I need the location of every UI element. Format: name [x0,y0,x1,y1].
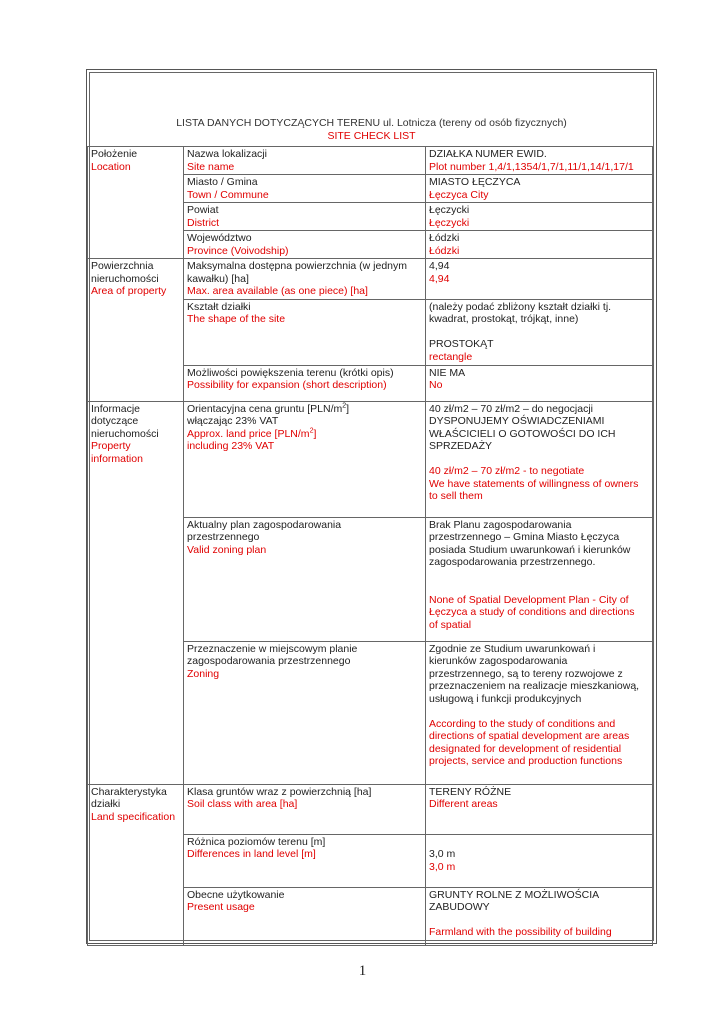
value-land-price: 40 zł/m2 – 70 zł/m2 – do negocjacji DYSPONUJEMY OŚWIADCZENIAMI WŁAŚCICIELI O GOTOWOŚCI DO ICH SPRZEDAŻY 40 zł/m2 – 70 zł/m2 - to negotiate We have statements of willingness of owners to sell them [426,401,653,517]
value-present-usage: GRUNTY ROLNE Z MOŻLIWOŚCIA ZABUDOWY Farmland with the possibility of building [426,887,653,945]
field-present-usage: Obecne użytkowanie Present usage [184,887,426,945]
field-zoning-plan: Aktualny plan zagospodarowania przestrzennego Valid zoning plan [184,517,426,641]
field-max-area: Maksymalna dostępna powierzchnia (w jednym kawałku) [ha] Max. area available (as one piece) [ha] [184,259,426,300]
value-town: MIASTO ŁĘCZYCA Łęczyca City [426,175,653,203]
table-row [88,784,653,834]
field-land-price: Orientacyjna cena gruntu $[PLN/m^2]$ włączając 23% VAT Approx. land price $[PLN/m^2]$ including 23% VAT [184,401,426,517]
field-level-difference: Różnica poziomów terenu [m] Differences in land level [m] [184,834,426,887]
value-site-name: DZIAŁKA NUMER EWID. Plot number 1,4/1,1354/1,7/1,11/1,14/1,17/1 [426,147,653,175]
field-zoning: Przeznaczenie w miejscowym planie zagospodarowania przestrzennego Zoning [184,641,426,784]
section-label-property-info: Informacje dotyczące nieruchomości Property information [88,401,184,784]
table-row [88,147,653,175]
page-number: 1 [358,963,367,979]
field-soil-class: Klasa gruntów wraz z powierzchnią [ha] Soil class with area [ha] [184,784,426,834]
value-soil-class: TERENY RÓŻNE Different areas [426,784,653,834]
field-shape: Kształt działki The shape of the site [184,299,426,365]
section-label-land-spec: Charakterystyka działki Land specification [88,784,184,945]
field-district: Powiat District [184,203,426,231]
document-title: LISTA DANYCH DOTYCZĄCYCH TERENU ul. Lotnicza (tereny od osób fizycznych) [176,117,567,129]
table-row [88,401,653,517]
section-label-location: Położenie Location [88,147,184,259]
value-expansion: NIE MA No [426,365,653,401]
value-district: Łęczycki Łęczycki [426,203,653,231]
field-expansion: Możliwości powiększenia terenu (krótki opis) Possibility for expansion (short description) [184,365,426,401]
value-province: Łódzki Łódzki [426,231,653,259]
site-check-table [87,146,653,946]
value-shape: (należy podać zbliżony kształt działki tj. kwadrat, prostokąt, trójkąt, inne) PROSTOKĄT rectangle [426,299,653,365]
section-label-area: Powierzchnia nieruchomości Area of property [88,259,184,402]
field-site-name: Nazwa lokalizacji Site name [184,147,426,175]
field-town: Miasto / Gmina Town / Commune [184,175,426,203]
value-zoning-plan: Brak Planu zagospodarowania przestrzennego – Gmina Miasto Łęczyca posiada Studium uwarunkowań i kierunków zagospodarowania przestrzennego. None of Spatial Development Plan - City of Łęczyca a study of conditions and directions of spatial [426,517,653,641]
document-subtitle: SITE CHECK LIST [327,130,416,142]
document-frame [86,69,657,944]
value-level-difference: 3,0 m 3,0 m [426,834,653,887]
field-province: Województwo Province (Voivodship) [184,231,426,259]
value-zoning: Zgodnie ze Studium uwarunkowań i kierunków zagospodarowania przestrzennego, są to tereny rozwojowe z przeznaczeniem na realizacje mieszkaniową, usługową i funkcji produkcyjnych According to the study of conditions and directions of spatial development are areas designated for development of residential projects, service and production functions [426,641,653,784]
value-max-area: 4,94 4,94 [426,259,653,300]
document-header [87,117,656,143]
table-row [88,259,653,300]
